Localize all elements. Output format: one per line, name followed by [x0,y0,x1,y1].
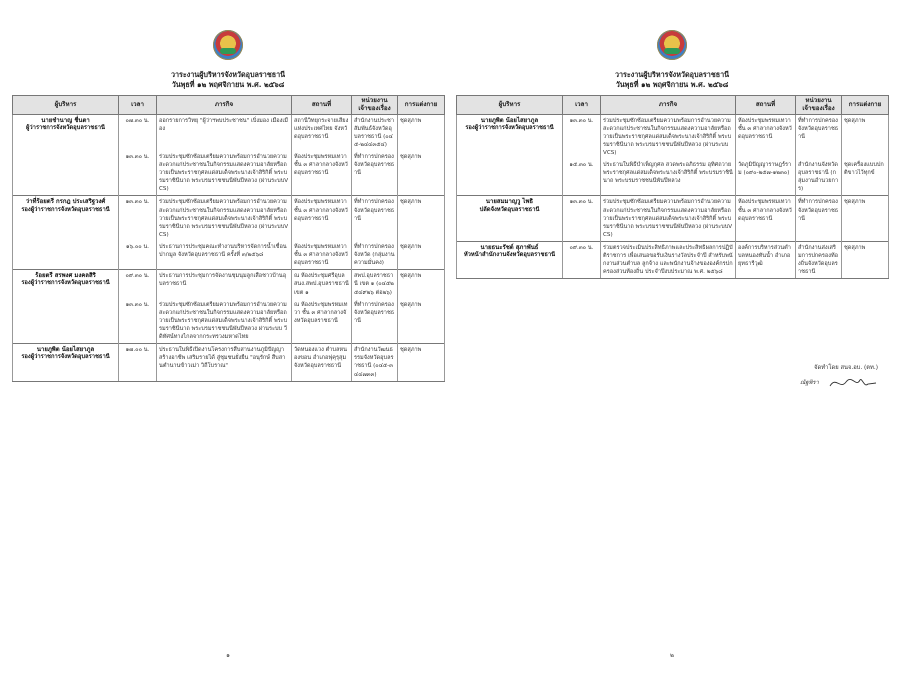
page-number: ๒ [670,652,674,659]
executive-cell [457,159,563,196]
table-row [13,151,445,196]
executive-cell [13,270,119,299]
provincial-seal-icon [213,30,243,60]
mission-cell: ร่วมประชุมซักซ้อมเตรียมความพร้อมการอำนวยความสะดวกแก่ประชาชนในกิจกรรมแสดงความอาลัยหรือถวายเป็นพระราชกุศลแด่สมเด็จพระนางเจ้าสิริกิติ์ พระบรมราชินีนาถ พระบรมราชชนนีพันปีหลวง ผ่านระบบ วีดิทัศน์ทางไกลจากกระทรวงมหาดไทย [157,299,292,344]
dress-cell: ชุดสุภาพ [842,114,889,159]
col-mission: ภารกิจ [601,96,736,115]
table-row [13,196,445,241]
col-dress: การแต่งกาย [398,96,445,115]
executive-position: หัวหน้าสำนักงานจังหวัดอุบลราชธานี [463,252,556,259]
table-header [457,96,889,115]
executive-cell [457,196,563,242]
signature-icon [828,374,878,392]
col-time: เวลา [119,96,157,115]
schedule-rows-left [13,114,445,381]
dress-cell: ชุดสุภาพ [398,299,445,344]
mission-cell: ร่วมตรวจประเมินประสิทธิภาพและประสิทธิผลการปฏิบัติราชการ เพื่อเสนอขอรับเงินรางวัลประจำปี สำหรับพนักงานส่วนตำบล ลูกจ้าง และพนักงานจ้างขององค์กรปกครองส่วนท้องถิ่น ประจำปีงบประมาณ พ.ศ. ๒๕๖๘ [601,242,736,279]
time-cell: ๑๓.๓๐ น. [119,196,157,241]
owner-cell: สำนักงานวัฒนธรรมจังหวัดอุบลราชธานี (๐๔๕-๓๔๔๗๓๓) [352,344,398,381]
time-cell: ๑๓.๓๐ น. [119,299,157,344]
owner-cell: สำนักงานส่งเสริมการปกครองท้องถิ่นจังหวัดอุบลราชธานี [796,242,842,279]
dress-cell: ชุดเครื่องแบบปกติขาวไว้ทุกข์ [842,159,889,196]
col-owner: หน่วยงานเจ้าของเรื่อง [796,96,842,115]
executive-position: ผู้ว่าราชการจังหวัดอุบลราชธานี [26,124,105,131]
time-cell: ๑๖.๐๐ น. [119,241,157,270]
place-cell: ห้องประชุมพรหมเทวา ชั้น ๓ ศาลากลางจังหวัดอุบลราชธานี [292,151,352,196]
page-title [8,70,448,89]
table-header [13,96,445,115]
mission-cell: ประธานในพิธีบำเพ็ญกุศล สวดพระอภิธรรม อุทิศถวายพระราชกุศลแด่สมเด็จพระนางเจ้าสิริกิติ์ พระบรมราชินีนาถ พระบรมราชชนนีพันปีหลวง [601,159,736,196]
executive-name: นายสมมาญวู ไพธิ [485,198,534,206]
executive-name: นายธนะรัชต์ สุภาพันธ์ [480,244,539,252]
col-owner: หน่วยงานเจ้าของเรื่อง [352,96,398,115]
page-title [452,70,892,89]
time-cell: ๐๗.๓๐ น. [119,114,157,151]
col-place: สถานที่ [292,96,352,115]
dress-cell: ชุดสุภาพ [842,242,889,279]
executive-name: นายภูพิต น้อยไสยาภูล [36,346,95,354]
table-row [457,196,889,242]
place-cell: องค์การบริหารส่วนตำบลหนองทันน้ำ อำเภอยุทธารีวุฒิ [736,242,796,279]
time-cell: ๐๙.๓๐ น. [119,270,157,299]
place-cell: ห้องประชุมพรหมเทวา ชั้น ๓ ศาลากลางจังหวัดอุบลราชธานี [292,196,352,241]
time-cell: ๑๓.๓๐ น. [563,114,601,159]
place-cell: ห้องประชุมพรหมเทวา ชั้น ๓ ศาลากลางจังหวัดอุบลราชธานี [292,241,352,270]
executive-cell [457,242,563,279]
page-number: ๑ [226,652,230,659]
schedule-title: วาระงานผู้บริหารจังหวัดอุบลราชธานี [170,70,286,79]
col-dress: การแต่งกาย [842,96,889,115]
mission-cell: ร่วมประชุมซักซ้อมเตรียมความพร้อมการอำนวยความสะดวกแก่ประชาชนในกิจกรรมแสดงความอาลัยหรือถวายเป็นพระราชกุศลแด่สมเด็จพระนางเจ้าสิริกิติ์ พระบรมราชินีนาถ พระบรมราชชนนีพันปีหลวง (ผ่านระบบVCS) [157,151,292,196]
executive-cell [13,299,119,344]
executive-cell [13,241,119,270]
signature-initials: ณัฐพิรา [800,380,819,386]
executive-position: ปลัดจังหวัดอุบลราชธานี [479,206,540,213]
col-time: เวลา [563,96,601,115]
schedule-date: วันพุธที่ ๑๒ พฤศจิกายน พ.ศ. ๒๕๖๘ [615,79,729,89]
executive-cell [13,114,119,151]
table-row [13,241,445,270]
executive-position: รองผู้ว่าราชการจังหวัดอุบลราชธานี [21,280,110,287]
schedule-rows-right [457,114,889,279]
table-row [457,159,889,196]
table-row [457,242,889,279]
owner-cell: สำนักงานประชาสัมพันธ์จังหวัดอุบลราชธานี (๐๔๕-๒๔๔๓๕๔) [352,114,398,151]
col-executive: ผู้บริหาร [13,96,119,115]
executive-cell [13,196,119,241]
mission-cell: ออกรายการวิทยุ "ผู้ว่าฯพบประชาชน" เบิ่งมอง เมืองเมือง [157,114,292,151]
col-executive: ผู้บริหาร [457,96,563,115]
executive-position: รองผู้ว่าราชการจังหวัดอุบลราชธานี [21,354,110,361]
place-cell: ณ ห้องประชุมศรีอุบล สนง.สพป.อุบลราชธานี เขต ๑ [292,270,352,299]
table-row [457,114,889,159]
place-cell: วัดหนองแวง ตำบลหนองขอน อำเภอฟุคุรุสุม จังหวัดอุบลราชธานี [292,344,352,381]
place-cell: ห้องประชุมพรหมเทวา ชั้น ๓ ศาลากลางจังหวัดอุบลราชธานี [736,196,796,242]
schedule-date: วันพุธที่ ๑๒ พฤศจิกายน พ.ศ. ๒๕๖๘ [171,79,285,89]
owner-cell: ที่ทำการปกครองจังหวัดอุบลราชธานี [352,299,398,344]
executive-name: ร้อยตรี สรพงศ มงคลสิริ [35,272,96,280]
col-place: สถานที่ [736,96,796,115]
time-cell: ๑๕.๓๐ น. [563,159,601,196]
dress-cell: ชุดสุภาพ [398,241,445,270]
table-row [13,299,445,344]
page-left [8,0,448,694]
schedule-table-left [12,95,445,382]
mission-cell: ประธานการประชุมคณะทำงานบริหารจัดการน้ำเชื่อนปากมูล จังหวัดอุบลราชธานี ครั้งที่ ๓/๒๕๖๘ [157,241,292,270]
col-mission: ภารกิจ [157,96,292,115]
table-row [13,270,445,299]
owner-cell: สพป.อุบลราชธานี เขต ๑ (๐๔๕๒๕๔๙๒๖ ต่อ๒๖) [352,270,398,299]
dress-cell: ชุดสุภาพ [842,196,889,242]
place-cell: ห้องประชุมพรหมเทวา ชั้น ๓ ศาลากลางจังหวัดอุบลราชธานี [736,114,796,159]
executive-name: ว่าที่ร้อยตรี กรกฎ ประเสริฐวงศ์ [25,198,106,206]
mission-cell: ประธานในพิธีเปิดงานโครงการสืบสานงานภูมิปัญญา สร้างอาชีพ เสริมรายได้ สู่ชุมชนยั่งยืน "อนุรักษ์ สืบสานตำนานข้าวเม่า วิถีโบราณ" [157,344,292,381]
owner-cell: ที่ทำการปกครองจังหวัด (กลุ่มงานความมั่นคง) [352,241,398,270]
place-cell: ณ ห้องประชุมพรหมเทวา ชั้น ๓ ศาลากลางจังหวัดอุบลราชธานี [292,299,352,344]
dress-cell: ชุดสุภาพ [398,344,445,381]
schedule-table-right [456,95,889,279]
executive-cell [457,114,563,159]
dress-cell: ชุดสุภาพ [398,196,445,241]
time-cell: ๑๗.๐๐ น. [119,344,157,381]
owner-cell: ที่ทำการปกครองจังหวัดอุบลราชธานี [352,151,398,196]
table-row [13,344,445,381]
dress-cell: ชุดสุภาพ [398,270,445,299]
owner-cell: ที่ทำการปกครองจังหวัดอุบลราชธานี [796,196,842,242]
time-cell: ๑๓.๓๐ น. [563,196,601,242]
owner-cell: ที่ทำการปกครองจังหวัดอุบลราชธานี [796,114,842,159]
executive-cell [13,151,119,196]
mission-cell: ประธานการประชุมการจัดงานชุมนุมลูกเสือชาวบ้านอุบลราชธานี [157,270,292,299]
mission-cell: ร่วมประชุมซักซ้อมเตรียมความพร้อมการอำนวยความสะดวกแก่ประชาชนในกิจกรรมแสดงความอาลัยหรือถวายเป็นพระราชกุศลแด่สมเด็จพระนางเจ้าสิริกิติ์ พระบรมราชินีนาถ พระบรมราชชนนีพันปีหลวง (ผ่านระบบ VCS) [601,114,736,159]
executive-name: นายภูพิต น้อยไสยาภูล [480,116,539,124]
time-cell: ๐๙.๓๐ น. [563,242,601,279]
mission-cell: ร่วมประชุมซักซ้อมเตรียมความพร้อมการอำนวยความสะดวกแก่ประชาชนในกิจกรรมแสดงความอาลัยหรือถวายเป็นพระราชกุศลแด่สมเด็จพระนางเจ้าสิริกิติ์ พระบรมราชินีนาถ พระบรมราชชนนีพันปีหลวง (ผ่านระบบVCS) [601,196,736,242]
executive-position: รองผู้ว่าราชการจังหวัดอุบลราชธานี [465,124,554,131]
page-right [452,0,892,694]
executive-cell [13,344,119,381]
owner-cell: ที่ทำการปกครองจังหวัดอุบลราชธานี [352,196,398,241]
place-cell: สถานีวิทยุกระจายเสียงแห่งประเทศไทย จังหวัดอุบลราชธานี [292,114,352,151]
dress-cell: ชุดสุภาพ [398,114,445,151]
compiled-by-note: จัดทำโดย สนจ.อบ. (ตท.) [814,365,878,371]
time-cell: ๑๓.๓๐ น. [119,151,157,196]
dress-cell: ชุดสุภาพ [398,151,445,196]
mission-cell: ร่วมประชุมซักซ้อมเตรียมความพร้อมการอำนวยความสะดวกแก่ประชาชนในกิจกรรมแสดงความอาลัยหรือถวายเป็นพระราชกุศลแด่สมเด็จพระนางเจ้าสิริกิติ์ พระบรมราชินีนาถ พระบรมราชชนนีพันปีหลวง (ผ่านระบบVCS) [157,196,292,241]
schedule-title: วาระงานผู้บริหารจังหวัดอุบลราชธานี [614,70,730,79]
owner-cell: สำนักงานจังหวัดอุบลราชธานี (กลุ่มงานอำนวยการ) [796,159,842,196]
provincial-seal-icon [657,30,687,60]
place-cell: วัดภูมิปัญญาราษฎร์ราม (๐๙๐-๒๕๗-๑๒๓๐) [736,159,796,196]
executive-position: รองผู้ว่าราชการจังหวัดอุบลราชธานี [21,206,110,213]
table-row [13,114,445,151]
executive-name: นายชำนาญ ชื่นตา [41,116,90,124]
